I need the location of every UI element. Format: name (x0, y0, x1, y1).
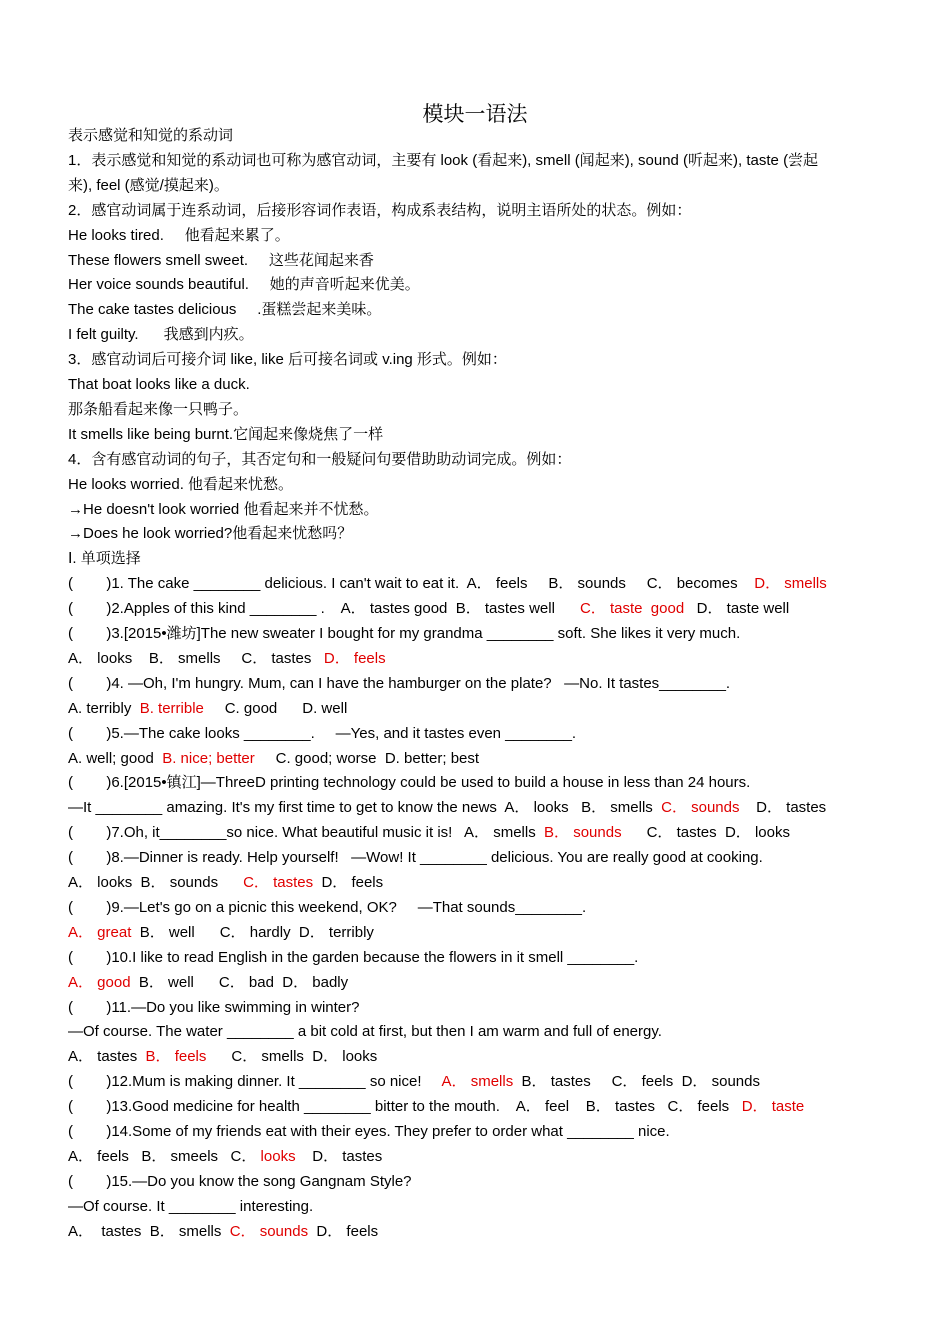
line-text: A. well; good (68, 749, 163, 767)
line-text: ( )9.—Let's go on a picnic this weekend, OK? —That sounds________. (68, 898, 587, 916)
answer-text: B． feels (145, 1048, 207, 1066)
answer-text: D． taste (741, 1098, 805, 1116)
text-line (68, 1097, 804, 1117)
text-line (68, 973, 348, 993)
line-text: He looks worried. 他看起来忧愁。 (68, 475, 294, 493)
text-line (68, 475, 293, 495)
line-text: —Of course. It ________ interesting. (68, 1197, 314, 1215)
text-line (68, 674, 730, 694)
text-line (68, 549, 141, 569)
line-text: A． feels B． smeels C． (68, 1147, 261, 1165)
text-line (68, 1047, 377, 1067)
line-text: C. good D. well (203, 699, 348, 717)
text-line (68, 1222, 378, 1242)
line-text: 1．表示感觉和知觉的系动词也可称为感官动词，主要有 look (看起来), smell (闻起来), sound (听起来), taste (尝起 (68, 151, 819, 169)
line-text: 表示感觉和知觉的系动词 (68, 127, 234, 144)
line-text: C． tastes D． looks (621, 824, 790, 842)
line-text: D． tastes (295, 1147, 383, 1165)
line-text: C． smells D． looks (206, 1048, 378, 1066)
line-text: D． taste well (684, 600, 790, 618)
answer-text: C． sounds (661, 799, 740, 817)
line-text: D． feels (308, 1222, 379, 1240)
text-line (68, 275, 420, 295)
page-title: 模块一语法 (422, 102, 528, 126)
line-text: D． feels (313, 874, 384, 891)
line-text: ( )12.Mum is making dinner. It ________ so nice! (68, 1073, 442, 1091)
text-line (68, 201, 691, 221)
line-text: These flowers smell sweet. 这些花闻起来香 (68, 251, 374, 269)
text-line (68, 699, 347, 719)
answer-text: D． feels (323, 649, 386, 667)
text-line (68, 1072, 760, 1092)
line-text: ( )13.Good medicine for health ________ bitter to the mouth. A． feel B． tastes C． feels (68, 1098, 742, 1116)
line-text: A. terribly (68, 699, 140, 717)
text-line (68, 176, 229, 196)
text-line (68, 151, 818, 171)
line-text: →He doesn't look worried 他看起来并不忧愁。 (68, 500, 379, 518)
text-line (68, 873, 383, 893)
text-line (68, 574, 827, 594)
text-line (68, 948, 638, 968)
line-text: ( )6.[2015•镇江]—ThreeD printing technology could be used to build a house in less than 24 hours. (68, 774, 751, 792)
line-text: It smells like being burnt.它闻起来像烧焦了一样 (68, 425, 384, 443)
text-line (68, 724, 576, 744)
text-line (68, 1022, 662, 1042)
text-line (68, 923, 374, 943)
line-text: 3．感官动词后可接介词 like, like 后可接名词或 v.ing 形式。例如： (68, 351, 507, 369)
line-text: ( )2.Apples of this kind ________ . A． tastes good B． tastes well (68, 600, 580, 618)
line-text: That boat looks like a duck. (68, 376, 250, 393)
line-text: B． well C． bad D． badly (130, 973, 349, 991)
text-line (68, 649, 386, 669)
answer-text: A． great (68, 923, 132, 941)
text-line (68, 898, 586, 918)
line-text: ( )10.I like to read English in the garden because the flowers in it smell ________. (68, 948, 639, 966)
line-text: 4．含有感官动词的句子，其否定句和一般疑问句要借助助动词完成。例如： (68, 450, 572, 468)
line-text: ( )7.Oh, it________so nice. What beautiful music it is! A． smells (68, 824, 545, 842)
line-text: 那条船看起来像一只鸭子。 (68, 400, 249, 418)
line-text: ( )8.—Dinner is ready. Help yourself! —Wow! It ________ delicious. You are really good at cooking. (68, 849, 763, 867)
line-text: ( )3.[2015•潍坊]The new sweater I bought for my grandma ________ soft. She likes it very much. (68, 625, 741, 642)
text-line (68, 251, 374, 271)
line-text: D． tastes (739, 799, 827, 817)
answer-text: B. nice; better (162, 749, 255, 767)
line-text: ( )11.—Do you like swimming in winter? (68, 998, 360, 1016)
line-text: →Does he look worried?他看起来忧愁吗？ (68, 525, 353, 543)
text-line (68, 1172, 412, 1192)
text-line (68, 798, 826, 818)
answer-text: C． sounds (229, 1222, 309, 1240)
text-line (68, 749, 479, 769)
line-text: C. good; worse D. better; best (254, 749, 480, 767)
text-line (68, 126, 233, 146)
text-line (68, 450, 571, 470)
text-line (68, 599, 789, 619)
text-line (68, 524, 352, 544)
line-text: He looks tired. 他看起来累了。 (68, 226, 290, 244)
text-line (68, 773, 750, 793)
line-text: B． well C． hardly D． terribly (131, 923, 374, 941)
text-line (68, 1197, 313, 1217)
line-text: A． looks B． sounds (68, 874, 244, 891)
line-text: ( )14.Some of my friends eat with their eyes. They prefer to order what ________ nice. (68, 1123, 670, 1140)
line-text: A． looks B． smells C． tastes (68, 649, 324, 667)
line-text: ( )4. —Oh, I'm hungry. Mum, can I have the hamburger on the plate? —No. It tastes________. (68, 674, 731, 692)
text-line (68, 325, 254, 345)
line-text: ( )1. The cake ________ delicious. I can't wait to eat it. A． feels B． sounds C． becomes (68, 575, 755, 593)
text-line (68, 350, 507, 370)
line-text: 来), feel (感觉/摸起来)。 (68, 176, 229, 194)
line-text: 2．感官动词属于连系动词，后接形容词作表语，构成系表结构，说明主语所处的状态。例如： (68, 201, 692, 219)
line-text: ( )15.—Do you know the song Gangnam Style? (68, 1172, 412, 1190)
answer-text: C． tastes (243, 874, 314, 891)
answer-text: B. terrible (139, 699, 204, 717)
answer-text: looks (260, 1147, 296, 1165)
text-line (68, 1147, 382, 1167)
line-text: I felt guilty. 我感到内疚。 (68, 326, 254, 344)
text-line (68, 624, 740, 644)
line-text: Her voice sounds beautiful. 她的声音听起来优美。 (68, 276, 420, 294)
text-line (68, 1122, 670, 1142)
answer-text: D． smells (754, 575, 827, 593)
line-text: ( )5.—The cake looks ________. —Yes, and it tastes even ________. (68, 724, 577, 742)
text-line (68, 848, 763, 868)
text-line (68, 823, 790, 843)
line-text: Ⅰ. 单项选择 (68, 550, 141, 568)
answer-text: B． sounds (544, 824, 622, 842)
line-text: The cake tastes delicious .蛋糕尝起来美味。 (68, 301, 382, 319)
line-text: B． tastes C． feels D． sounds (513, 1073, 760, 1091)
text-line (68, 226, 290, 246)
line-text: A． tastes B． smells (68, 1222, 230, 1240)
answer-text: A． good (68, 973, 131, 991)
line-text: —It ________ amazing. It's my first time to get to know the news A． looks B． smells (68, 799, 662, 817)
line-text: A． tastes (68, 1048, 146, 1066)
line-text: —Of course. The water ________ a bit cold at first, but then I am warm and full of energy. (68, 1023, 662, 1041)
text-line (68, 500, 378, 520)
answer-text: A． smells (441, 1073, 514, 1091)
text-line (68, 375, 250, 395)
text-line (68, 400, 248, 420)
answer-text: C． taste good (579, 600, 685, 618)
text-line (68, 425, 383, 445)
text-line (68, 300, 381, 320)
text-line (68, 998, 359, 1018)
